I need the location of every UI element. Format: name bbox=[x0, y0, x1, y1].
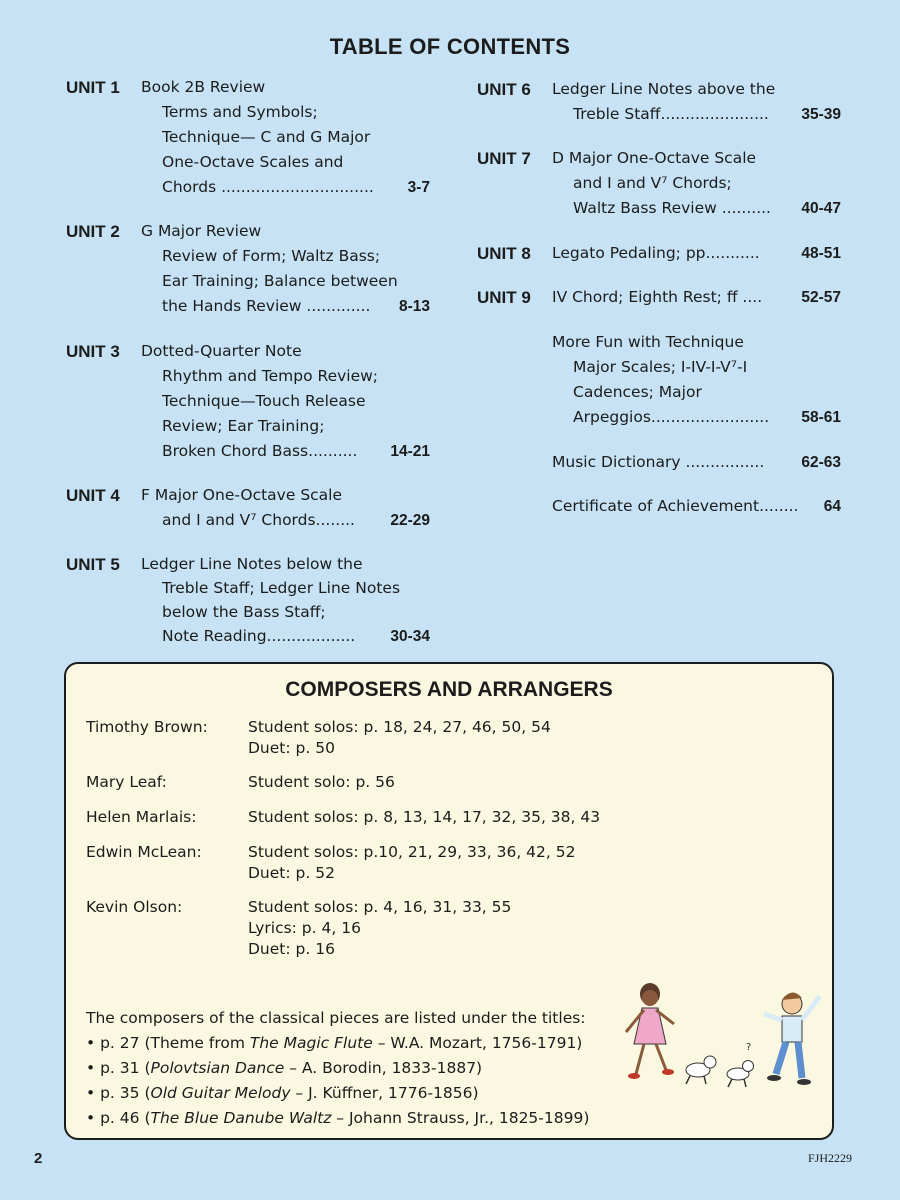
composer-detail: Duet: p. 52 bbox=[248, 864, 335, 882]
unit-line: Terms and Symbols; bbox=[162, 103, 318, 121]
composers-title: COMPOSERS AND ARRANGERS bbox=[285, 678, 613, 701]
classical-intro: The composers of the classical pieces are listed under the titles: bbox=[86, 1009, 586, 1027]
unit-label: UNIT 2 bbox=[66, 222, 120, 241]
unit-line: and I and V⁷ Chords........ bbox=[162, 511, 355, 529]
toc-entry-unit-8 bbox=[477, 241, 847, 271]
unit-line: Treble Staff; Ledger Line Notes bbox=[162, 579, 401, 597]
dog-figure bbox=[727, 1042, 754, 1087]
classical-item: • p. 27 (Theme from The Magic Flute – W.A. Mozart, 1756-1791) bbox=[86, 1034, 583, 1052]
unit-label: UNIT 5 bbox=[66, 555, 120, 574]
unit-label: UNIT 6 bbox=[477, 80, 531, 99]
unit-label: UNIT 4 bbox=[66, 486, 120, 505]
composer-detail: Student solos: p.10, 21, 29, 33, 36, 42, 52 bbox=[248, 843, 576, 861]
toc-entry-unit-5 bbox=[66, 552, 436, 657]
unit-line: Review; Ear Training; bbox=[162, 417, 325, 435]
page-range: 14-21 bbox=[390, 443, 430, 460]
toc-entry-music-dictionary bbox=[477, 450, 847, 480]
unit-line: Major Scales; I-IV-I-V⁷-I bbox=[573, 358, 748, 376]
unit-title: D Major One-Octave Scale bbox=[552, 149, 757, 167]
unit-label: UNIT 7 bbox=[477, 149, 531, 168]
page-range: 30-34 bbox=[390, 628, 430, 645]
composer-entry bbox=[86, 717, 806, 761]
unit-title: Ledger Line Notes above the bbox=[552, 80, 776, 98]
composer-name: Timothy Brown: bbox=[86, 718, 208, 736]
page-range: 22-29 bbox=[390, 512, 430, 529]
unit-label: UNIT 9 bbox=[477, 288, 531, 307]
page-range: 8-13 bbox=[398, 298, 430, 315]
unit-line: Treble Staff...................... bbox=[573, 105, 769, 123]
classical-item: • p. 31 (Polovtsian Dance – A. Borodin, 1833-1887) bbox=[86, 1059, 483, 1077]
unit-line: Arpeggios........................ bbox=[573, 408, 770, 426]
unit-line: and I and V⁷ Chords; bbox=[573, 174, 732, 192]
unit-title: Dotted-Quarter Note bbox=[141, 342, 302, 360]
toc-entry-unit-9 bbox=[477, 285, 847, 315]
page-range: 40-47 bbox=[801, 200, 841, 217]
page-range: 3-7 bbox=[407, 179, 430, 196]
page-range: 52-57 bbox=[801, 289, 841, 306]
catalog-code: FJH2229 bbox=[808, 1151, 853, 1165]
unit-line: Note Reading.................. bbox=[162, 627, 356, 645]
composer-detail: Student solos: p. 4, 16, 31, 33, 55 bbox=[248, 898, 512, 916]
unit-line: Technique— C and G Major bbox=[162, 128, 371, 146]
unit-label: UNIT 3 bbox=[66, 342, 120, 361]
unit-title: Ledger Line Notes below the bbox=[141, 555, 363, 573]
composer-detail: Student solos: p. 8, 13, 14, 17, 32, 35, 38, 43 bbox=[248, 808, 601, 826]
unit-line: Ear Training; Balance between bbox=[162, 272, 398, 290]
toc-entry-certificate bbox=[477, 494, 847, 524]
toc-entry-unit-2 bbox=[66, 219, 436, 324]
composer-detail: Duet: p. 16 bbox=[248, 940, 335, 958]
unit-title: Legato Pedaling; pp........... bbox=[552, 244, 760, 262]
unit-title: Book 2B Review bbox=[141, 78, 266, 96]
composer-entry bbox=[86, 897, 806, 963]
unit-title: F Major One-Octave Scale bbox=[141, 486, 343, 504]
children-dancing-illustration bbox=[606, 974, 826, 1134]
classical-item: • p. 46 (The Blue Danube Waltz – Johann Strauss, Jr., 1825-1899) bbox=[86, 1109, 590, 1127]
page-title: TABLE OF CONTENTS bbox=[329, 34, 571, 59]
unit-label: UNIT 8 bbox=[477, 244, 531, 263]
toc-entry-unit-3 bbox=[66, 339, 436, 469]
dog-figure bbox=[686, 1056, 716, 1084]
unit-title: IV Chord; Eighth Rest; ff .... bbox=[552, 288, 763, 306]
page-number: 2 bbox=[34, 1150, 43, 1167]
unit-line: Waltz Bass Review .......... bbox=[573, 199, 771, 217]
composer-detail: Lyrics: p. 4, 16 bbox=[248, 919, 361, 937]
unit-line: Broken Chord Bass.......... bbox=[162, 442, 358, 460]
classical-item: • p. 35 (Old Guitar Melody – J. Küffner, 1776-1856) bbox=[86, 1084, 479, 1102]
girl-figure bbox=[626, 983, 674, 1079]
unit-line: Chords ............................... bbox=[162, 178, 374, 196]
page-range: 58-61 bbox=[801, 409, 841, 426]
toc-entry-more-fun bbox=[477, 330, 847, 435]
page-range: 35-39 bbox=[801, 106, 841, 123]
composer-entry bbox=[86, 842, 806, 886]
unit-title: G Major Review bbox=[141, 222, 262, 240]
unit-line: below the Bass Staff; bbox=[162, 603, 326, 621]
unit-line: Review of Form; Waltz Bass; bbox=[162, 247, 381, 265]
unit-line: Rhythm and Tempo Review; bbox=[162, 367, 379, 385]
composer-name: Kevin Olson: bbox=[86, 898, 183, 916]
composer-entry bbox=[86, 772, 806, 794]
unit-line: One-Octave Scales and bbox=[162, 153, 344, 171]
classical-composers-list bbox=[86, 1006, 589, 1131]
toc-entry-unit-7 bbox=[477, 146, 847, 226]
composer-entry bbox=[86, 807, 806, 829]
page-range: 48-51 bbox=[801, 245, 841, 262]
composers-box bbox=[64, 662, 834, 1140]
unit-line: Cadences; Major bbox=[573, 383, 702, 401]
unit-title: More Fun with Technique bbox=[552, 333, 744, 351]
composer-detail: Student solos: p. 18, 24, 27, 46, 50, 54 bbox=[248, 718, 551, 736]
unit-line: the Hands Review ............. bbox=[162, 297, 371, 315]
unit-line: Technique—Touch Release bbox=[162, 392, 366, 410]
page-range: 62-63 bbox=[801, 454, 841, 471]
unit-title: Certificate of Achievement........ bbox=[552, 497, 799, 515]
toc-entry-unit-1 bbox=[66, 75, 436, 205]
composer-name: Helen Marlais: bbox=[86, 808, 197, 826]
composer-detail: Student solo: p. 56 bbox=[248, 773, 395, 791]
unit-title: Music Dictionary ................ bbox=[552, 453, 765, 471]
toc-entry-unit-4 bbox=[66, 483, 436, 538]
page-range: 64 bbox=[823, 498, 841, 515]
toc-entry-unit-6 bbox=[477, 77, 847, 132]
composer-detail: Duet: p. 50 bbox=[248, 739, 335, 757]
unit-label: UNIT 1 bbox=[66, 78, 120, 97]
composer-name: Mary Leaf: bbox=[86, 773, 167, 791]
composer-name: Edwin McLean: bbox=[86, 843, 202, 861]
boy-figure bbox=[764, 992, 820, 1085]
svg-text:?: ? bbox=[746, 1042, 752, 1053]
